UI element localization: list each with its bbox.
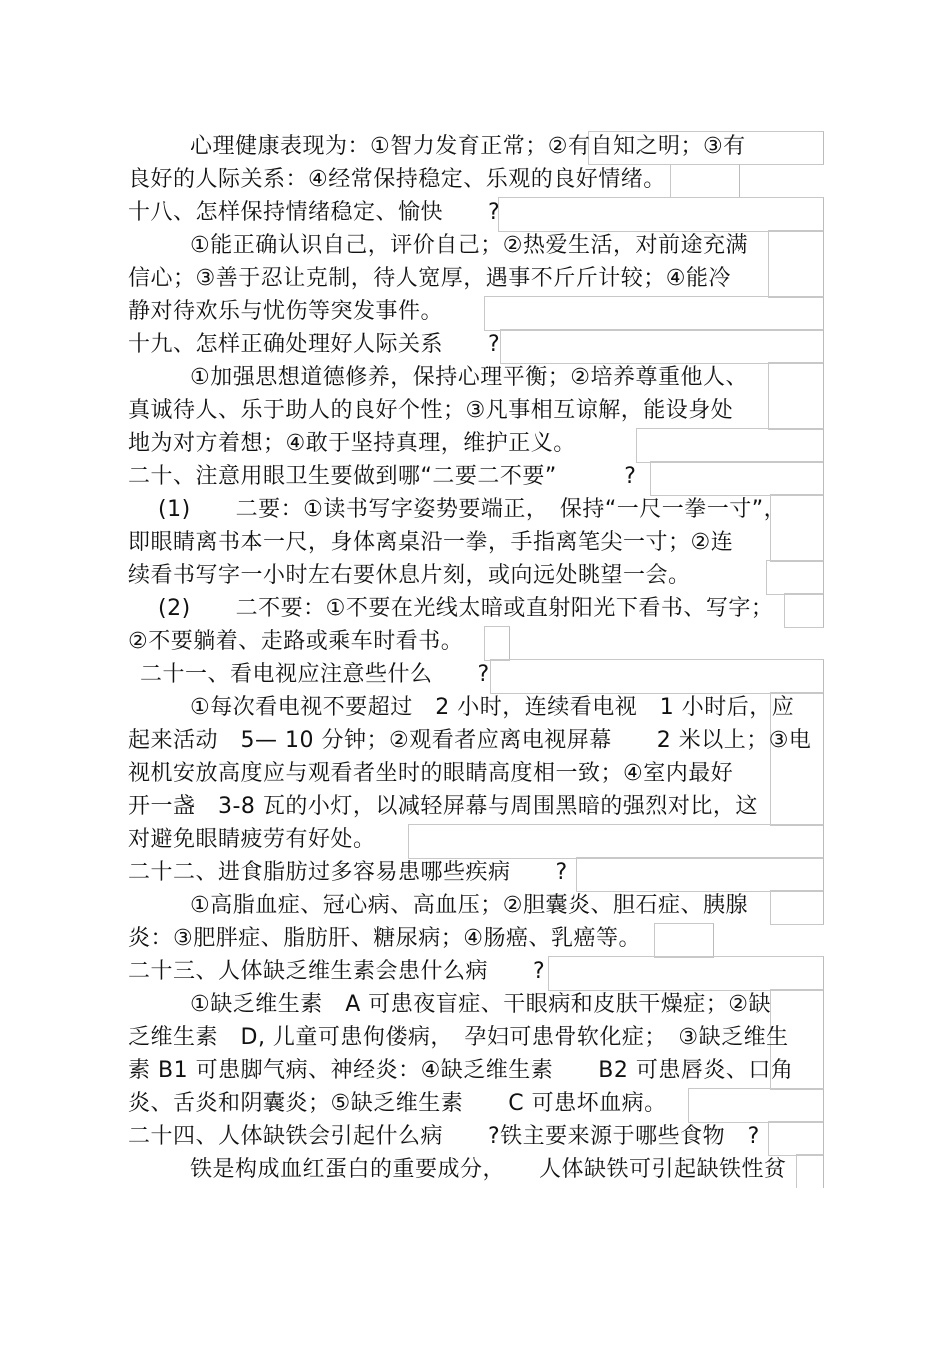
text-line: ②不要躺着、走路或乘车时看书。 xyxy=(128,629,464,654)
text-line: 良好的人际关系：④经常保持稳定、乐观的良好情绪。 xyxy=(128,167,666,192)
text-line: 炎、舌炎和阴囊炎；⑤缺乏维生素 C 可患坏血病。 xyxy=(128,1091,667,1116)
section-heading: 二十二、进食脂肪过多容易患哪些疾病 ? xyxy=(128,860,568,885)
scan-box xyxy=(484,296,824,331)
section-heading: 二十、注意用眼卫生要做到哪“二要二不要” ? xyxy=(128,464,637,489)
text-line: 乏维生素 D, 儿童可患佝偻病， 孕妇可患骨软化症； ③缺乏维生 xyxy=(128,1025,789,1050)
scan-box xyxy=(408,824,824,859)
text-line: 信心；③善于忍让克制，待人宽厚，遇事不斤斤计较；④能冷 xyxy=(128,266,731,291)
text-line: (2) 二不要：①不要在光线太暗或直射阳光下看书、写字； xyxy=(158,596,774,621)
text-line: 视机安放高度应与观看者坐时的眼睛高度相一致；④室内最好 xyxy=(128,761,734,786)
section-heading: 二十三、人体缺乏维生素会患什么病 ? xyxy=(128,959,546,984)
scan-box xyxy=(654,923,714,958)
text-line: ①高脂血症、冠心病、高血压；②胆囊炎、胆石症、胰腺 xyxy=(190,893,748,918)
scan-box xyxy=(766,560,824,595)
scan-box xyxy=(484,626,510,661)
scan-box xyxy=(490,659,824,694)
section-heading: 二十四、人体缺铁会引起什么病 ?铁主要来源于哪些食物 ? xyxy=(128,1124,760,1149)
text-line: (1) 二要：①读书写字姿势要端正， 保持“一尺一拳一寸”， xyxy=(158,497,787,522)
text-line: 地为对方着想；④敢于坚持真理，维护正义。 xyxy=(128,431,576,456)
scan-box xyxy=(636,428,824,463)
scan-box xyxy=(768,230,824,298)
scan-box xyxy=(770,890,824,925)
text-line: 心理健康表现为：①智力发育正常；②有自知之明；③有 xyxy=(190,134,746,159)
text-line: ①每次看电视不要超过 2 小时，连续看电视 1 小时后，应 xyxy=(190,695,795,720)
text-line: 对避免眼睛疲劳有好处。 xyxy=(128,827,376,852)
text-line: 素 B1 可患脚气病、神经炎：④缺乏维生素 B2 可患唇炎、口角 xyxy=(128,1058,794,1083)
text-line: 铁是构成血红蛋白的重要成分， 人体缺铁可引起缺铁性贫 xyxy=(190,1157,787,1182)
text-line: 真诚待人、乐于助人的良好个性；③凡事相互谅解，能设身处 xyxy=(128,398,734,423)
text-line: ①能正确认识自己，评价自己；②热爱生活，对前途充满 xyxy=(190,233,748,258)
scan-box xyxy=(650,461,824,496)
scan-box xyxy=(670,164,740,198)
text-line: 炎：③肥胖症、脂肪肝、糖尿病；④肠癌、乳癌等。 xyxy=(128,926,641,951)
text-line: 开一盏 3-8 瓦的小灯，以减轻屏幕与周围黑暗的强烈对比，这 xyxy=(128,794,758,819)
scan-box xyxy=(498,197,824,232)
scan-box xyxy=(768,362,824,430)
text-line: ①缺乏维生素 A 可患夜盲症、干眼病和皮肤干燥症；②缺 xyxy=(190,992,771,1017)
scan-box xyxy=(576,857,824,892)
text-line: ①加强思想道德修养，保持心理平衡；②培养尊重他人、 xyxy=(190,365,748,390)
scan-box xyxy=(688,1088,824,1123)
scan-box xyxy=(500,329,824,364)
text-line: 即眼睛离书本一尺，身体离桌沿一拳，手指离笔尖一寸；②连 xyxy=(128,530,734,555)
section-heading: 二十一、看电视应注意些什么 ? xyxy=(140,662,490,687)
scan-box xyxy=(784,593,824,628)
scan-box xyxy=(768,1121,824,1156)
scan-box xyxy=(548,956,824,991)
text-line: 起来活动 5— 10 分钟；②观看者应离电视屏幕 2 米以上；③电 xyxy=(128,728,812,753)
scan-box xyxy=(796,1154,824,1188)
text-line: 续看书写字一小时左右要休息片刻，或向远处眺望一会。 xyxy=(128,563,691,588)
text-line: 静对待欢乐与忧伤等突发事件。 xyxy=(128,299,444,324)
section-heading: 十八、怎样保持情绪稳定、愉快 ? xyxy=(128,200,501,225)
section-heading: 十九、怎样正确处理好人际关系 ? xyxy=(128,332,501,357)
